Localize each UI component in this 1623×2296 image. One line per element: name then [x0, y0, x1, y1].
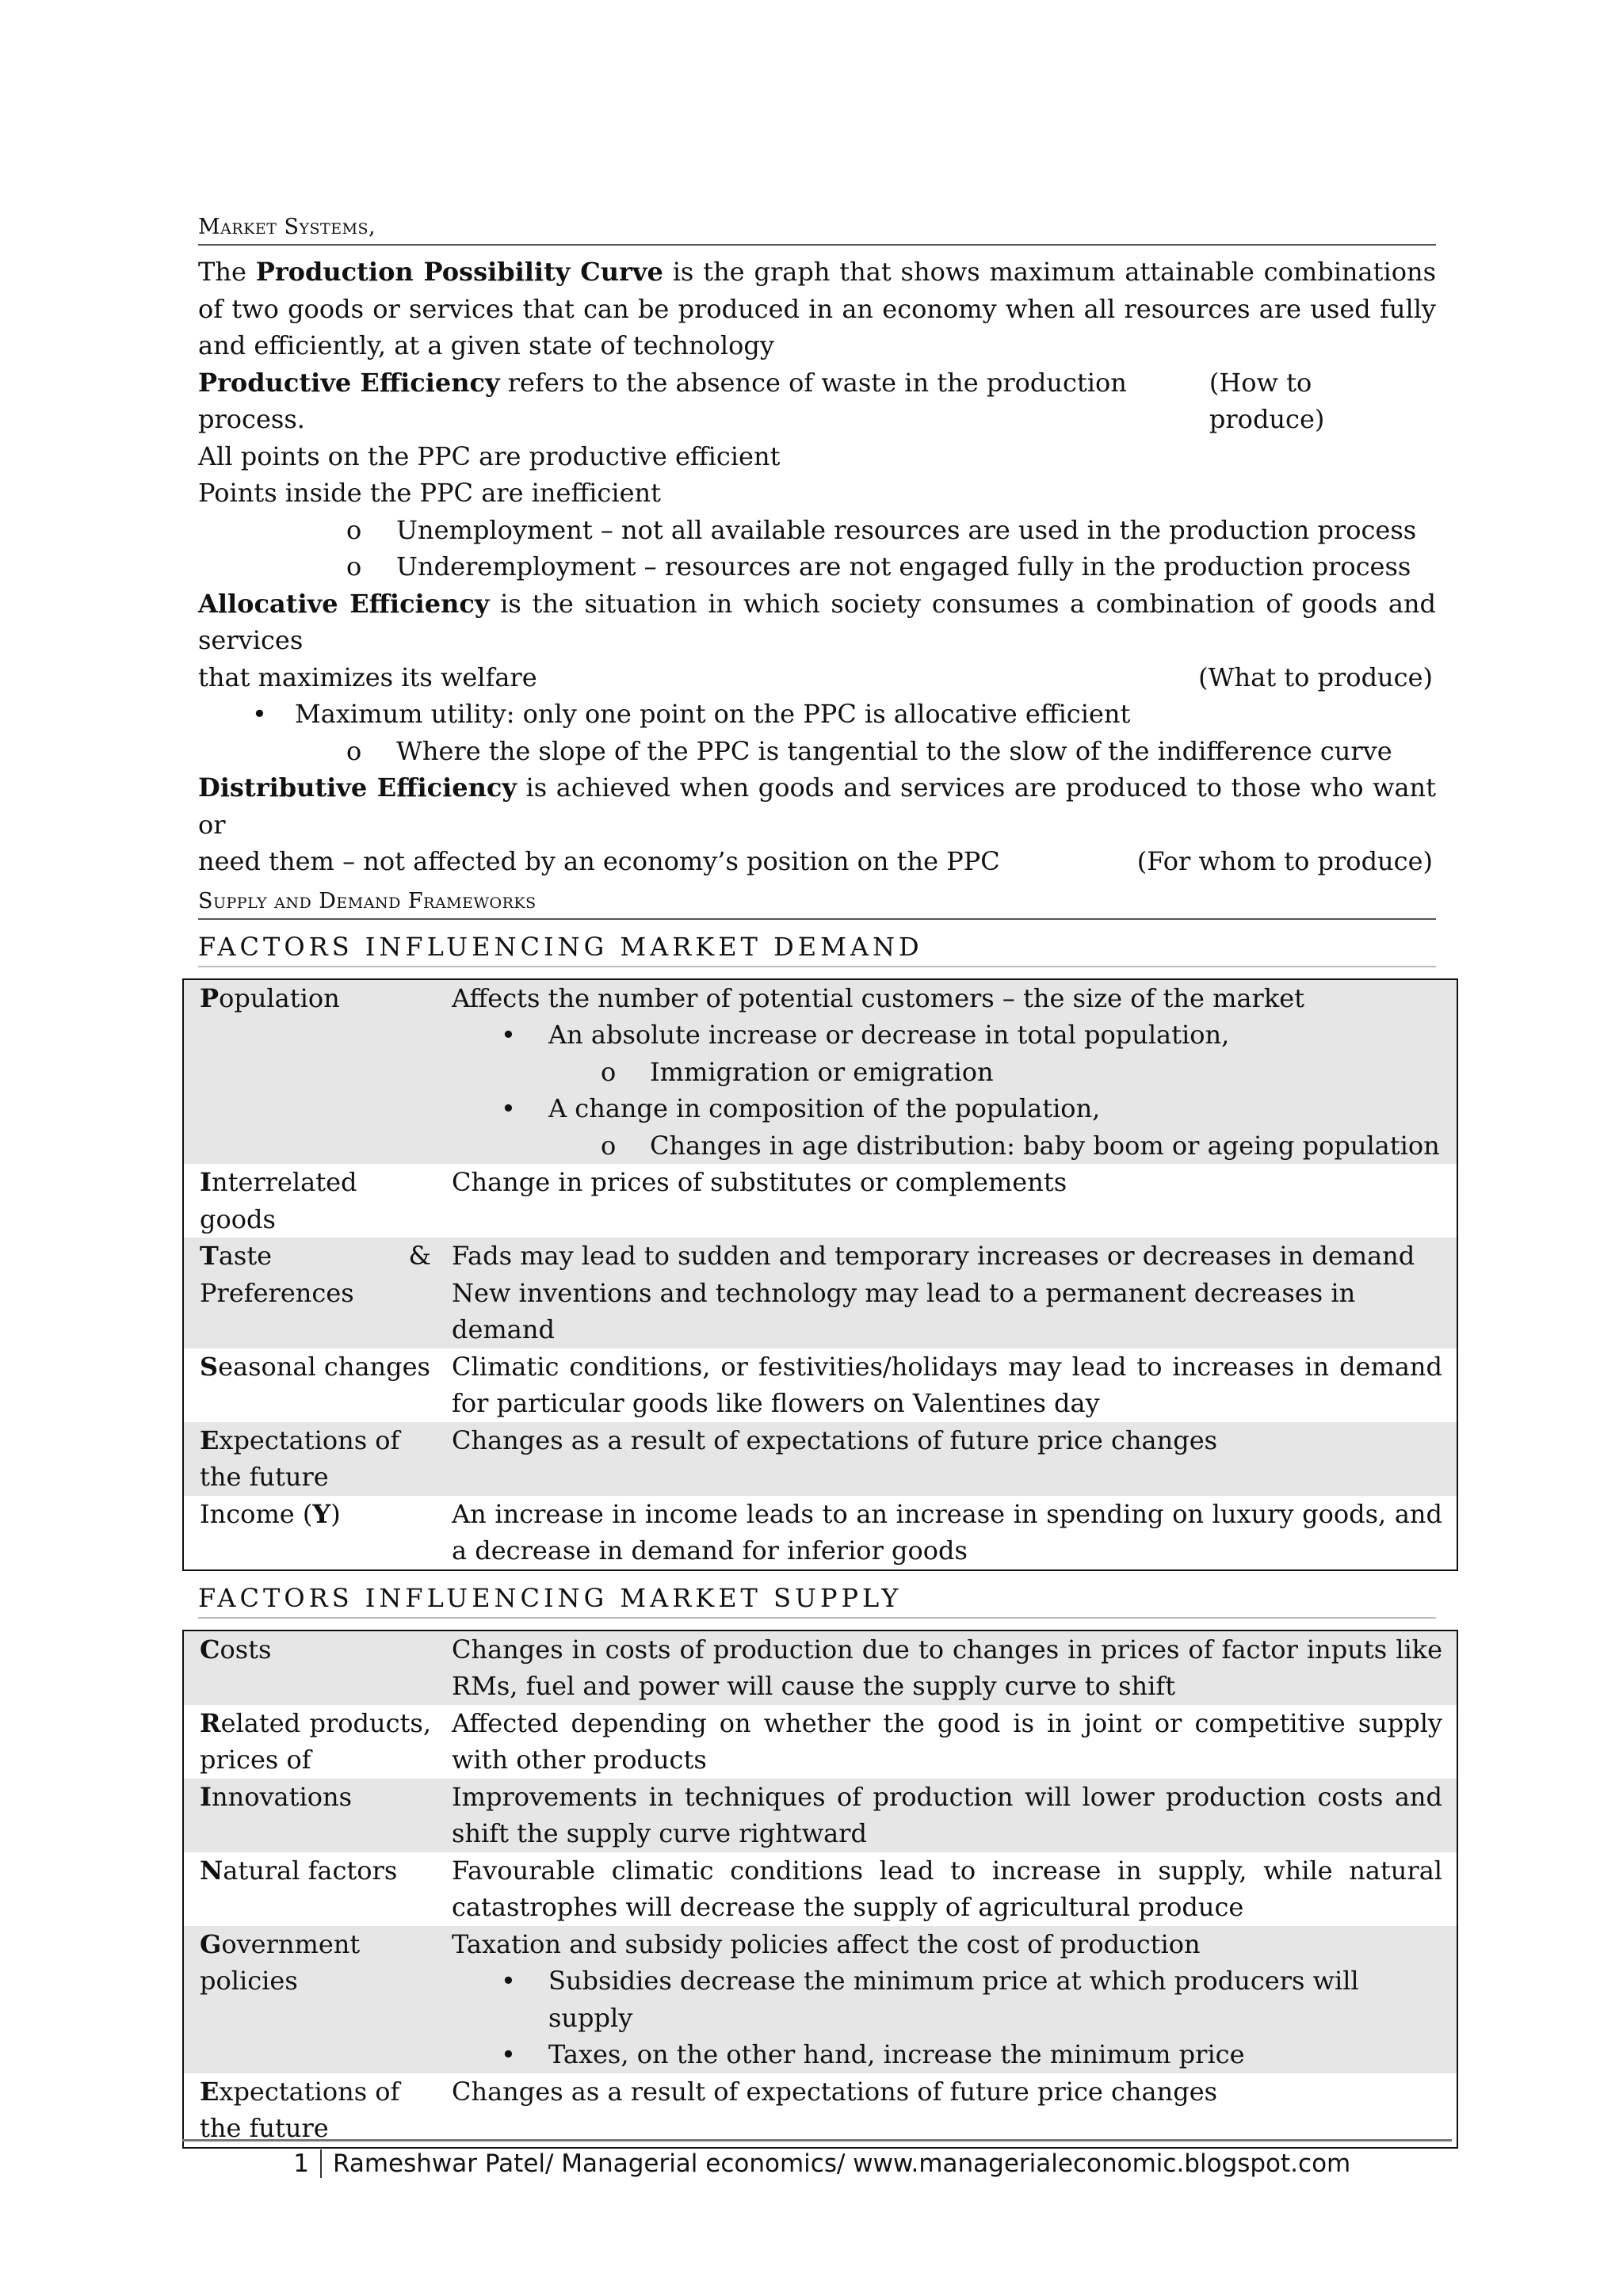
list-item — [198, 548, 1436, 585]
row-content: Changes in costs of production due to changes in prices of factor inputs like RMs, fuel and power will cause the supply curve to shift — [436, 1630, 1457, 1705]
row-label: Population — [183, 979, 436, 1165]
list-marker: o — [346, 551, 362, 582]
productive-tag: (How to produce) — [1209, 367, 1325, 434]
row-content: Change in prices of substitutes or complements — [452, 1167, 1067, 1197]
list-item: o Immigration or emigration — [601, 1056, 994, 1087]
row-label: Expectations of the future — [200, 2076, 400, 2143]
row-content: Favourable climatic conditions lead to increase in supply, while natural catastrophes will decrease the supply of agricultural produce — [452, 1855, 1442, 1922]
distributive-term: Distributive Efficiency — [198, 772, 517, 803]
row-content: Fads may lead to sudden and temporary increases or decreases in demand New inventions and technology may lead to a permanent decreases in demand — [436, 1238, 1457, 1348]
row-content: Taxation and subsidy policies affect the cost of production • Subsidies decrease the minimum price at which producers will supply • Taxes, on the other hand, increase the minimum price — [436, 1926, 1457, 2073]
table-row — [183, 1348, 1457, 1422]
list-item: o Where the slope of the PPC is tangential to the slow of the indifference curve — [346, 735, 1392, 766]
supply-table — [182, 1630, 1458, 2149]
bullet-icon: • — [501, 1966, 516, 1996]
productive-efficiency-line — [198, 364, 1436, 438]
table-row — [183, 1238, 1457, 1348]
row-label: Natural factors — [200, 1855, 398, 1886]
bullet-icon: • — [252, 699, 267, 729]
row-content: Changes as a result of expectations of future price changes — [436, 1422, 1457, 1496]
distributive-tag: (For whom to produce) — [1136, 846, 1433, 876]
distributive-line-2 — [198, 843, 1436, 880]
inside-points-line: Points inside the PPC are inefficient — [198, 478, 661, 508]
distributive-line-1 — [198, 769, 1436, 843]
page-footer — [182, 2139, 1452, 2178]
table-row — [183, 1705, 1457, 1779]
distributive-text-2: need them – not affected by an economy’s position on the PPC — [198, 846, 1000, 876]
row-label: Seasonal changes — [200, 1351, 430, 1382]
list-item-text: Unemployment – not all available resources are used in the production process — [396, 514, 1417, 545]
row-label: Income (Y) — [200, 1498, 341, 1529]
row-content: Changes as a result of expectations of future price changes — [452, 2076, 1218, 2107]
cell-text: Affects the number of potential customers – the size of the market — [452, 982, 1305, 1013]
section-heading-supply-demand: Supply and Demand Frameworks — [198, 888, 1436, 920]
row-content: Affected depending on whether the good is in joint or competitive supply with other products — [452, 1707, 1442, 1775]
list-item: • Taxes, on the other hand, increase the minimum price — [452, 2036, 1442, 2073]
ppc-pre: The — [198, 257, 256, 287]
list-item-text: Underemployment – resources are not engaged fully in the production process — [396, 551, 1411, 582]
table-row — [183, 979, 1457, 1165]
ppc-definition — [198, 254, 1436, 364]
supply-table-title: FACTORS INFLUENCING MARKET SUPPLY — [198, 1582, 1436, 1619]
table-row — [183, 1852, 1457, 1926]
row-content: Improvements in techniques of production will lower production costs and shift the supply curve rightward — [436, 1779, 1457, 1852]
footer-text: Rameshwar Patel/ Managerial economics/ www.managerialeconomic.blogspot.com — [333, 2149, 1351, 2178]
allocative-text-2: that maximizes its welfare — [198, 662, 537, 692]
productive-text: refers to the absence of waste in the production process. — [198, 367, 1127, 434]
list-item: • A change in composition of the population, — [452, 1090, 1442, 1127]
list-item-text: Maximum utility: only one point on the PPC is allocative efficient — [295, 699, 1131, 729]
table-row — [183, 1164, 1457, 1238]
row-content: Climatic conditions, or festivities/holidays may lead to increases in demand for particular goods like flowers on Valentines day — [452, 1351, 1442, 1418]
list-item: o Changes in age distribution: baby boom or ageing population — [601, 1130, 1440, 1161]
allocative-tag: (What to produce) — [1198, 662, 1433, 692]
row-label: Taste & Preferences — [183, 1238, 436, 1348]
document-body — [198, 214, 1442, 2149]
table-row — [183, 2073, 1457, 2148]
bullet-icon: • — [501, 1093, 516, 1123]
demand-table — [182, 978, 1458, 1571]
ppc-term: Production Possibility Curve — [255, 257, 663, 287]
page-number: 1 — [182, 2149, 322, 2178]
table-row — [183, 1630, 1457, 1705]
row-label: Related products, prices of — [200, 1707, 431, 1775]
distributive-text: is achieved when goods and services are produced to those who want or — [198, 772, 1437, 840]
row-label: Government policies — [183, 1926, 436, 2073]
list-item — [198, 696, 1436, 733]
demand-table-title: FACTORS INFLUENCING MARKET DEMAND — [198, 931, 1436, 967]
ppc-post: is the graph that shows maximum attainable combinations of two goods or services that can be produced in an economy when all resources are used fully and efficiently, at a given state of technology — [198, 257, 1437, 360]
bullet-icon: • — [501, 2039, 516, 2069]
list-marker: o — [346, 514, 362, 545]
table-row — [183, 1422, 1457, 1496]
productive-term: Productive Efficiency — [198, 367, 500, 398]
row-label: Innovations — [183, 1779, 436, 1852]
list-item-text: Where the slope of the PPC is tangential to the slow of the indifference curve — [396, 735, 1392, 766]
table-row — [183, 1926, 1457, 2073]
allocative-term: Allocative Efficiency — [198, 588, 490, 619]
table-row — [183, 1496, 1457, 1570]
list-item: • An absolute increase or decrease in total population, — [452, 1016, 1442, 1054]
allocative-line-2 — [198, 659, 1436, 696]
allocative-line-1 — [198, 585, 1436, 659]
table-row — [183, 1779, 1457, 1852]
all-points-line: All points on the PPC are productive efficient — [198, 441, 781, 471]
row-content: An increase in income leads to an increase in spending on luxury goods, and a decrease in demand for inferior goods — [452, 1498, 1442, 1566]
row-label: Interrelated goods — [200, 1167, 357, 1234]
list-item — [198, 512, 1436, 549]
row-label: Costs — [183, 1630, 436, 1705]
row-content — [436, 979, 1457, 1165]
bullet-icon: • — [501, 1020, 516, 1050]
list-item: • Subsidies decrease the minimum price at which producers will supply — [452, 1962, 1442, 2036]
row-label: Expectations of the future — [183, 1422, 436, 1496]
allocative-text: is the situation in which society consumes a combination of goods and services — [198, 588, 1437, 655]
section-heading-market-systems: Market Systems, — [198, 214, 1436, 246]
